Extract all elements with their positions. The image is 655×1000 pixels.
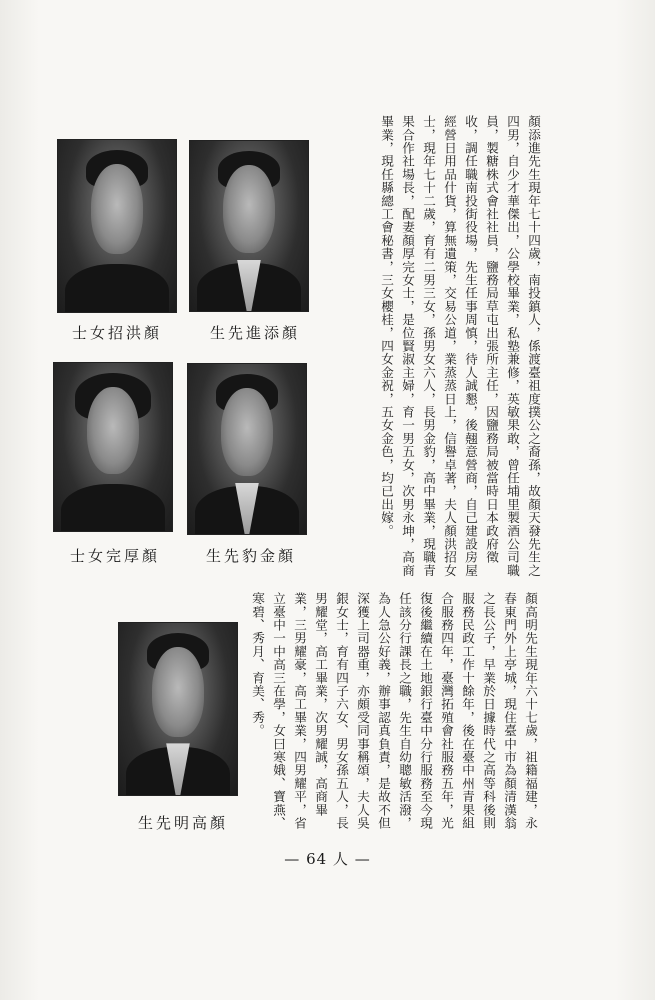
biography-text-1: 顏添進先生現年七十四歲，南投鎮人，係渡臺祖度撲公之裔孫，故顏天發先生之四男，自少才華傑出，公學校畢業，私塾兼修，英敏果敢，曾任埔里製酒公司職員，製糖株式會社社員，鹽務局草屯出張所主任，因鹽務局被當時日本政府徵收，調任職南投街役場，先生任事周慎，待人誠懇，後翹意營商，自己建設房屋經營日用品什貨，算無遺策，交易公道，業蒸蒸日上，信譽卓著，夫人顏洪招女士，現年七十二歲，育有二男三女，孫男女六人，長男金豹，高中畢業，現職青果合作社場長，配妻顏厚完女士，是位賢淑主婦，育一男五女，次男永坤，高商畢業，現任縣總工會秘書，三女櫻桂，四女金祝，五女金色，均已出嫁。 (379, 115, 541, 577)
photo-caption-2: 生先進添顏 (210, 324, 301, 342)
portrait-photo-3 (53, 362, 173, 532)
photo-caption-3: 士女完厚顏 (70, 547, 161, 565)
page-number: — 64 人 — (284, 850, 371, 868)
photo-caption-5: 生先明高顏 (138, 814, 229, 832)
photo-caption-1: 士女招洪顏 (72, 324, 163, 342)
biography-text-2: 顏高明先生現年六十七歲，祖籍福建，永春東門外上亭城，現住臺中市為顏清漢翁之長公子，早業於日據時代之高等科後則服務民政工作十餘年，後在臺中州青果組合服務四年，臺灣拓殖會社服務五年，光復後繼續在土地銀行臺中分行服務至今現任該分行課長之職，先生自幼聰敏活潑，為人急公好義，辦事認真負責，是故不但深獲上司器重，亦頗受同事稱頌，夫人吳銀女士，育有四子六女、男女孫五人，長男耀堂，高工畢業，次男耀誠，高商畢業，三男耀豪，高工畢業，四男耀平，省立臺中一中高三在學，女曰寒娥、寶燕、寒碧、秀月、育美、秀。 (250, 592, 538, 830)
portrait-photo-1 (57, 139, 177, 313)
portrait-photo-2 (189, 140, 309, 312)
portrait-photo-5 (118, 622, 238, 796)
portrait-photo-4 (187, 363, 307, 535)
photo-caption-4: 生先豹金顏 (206, 547, 297, 565)
